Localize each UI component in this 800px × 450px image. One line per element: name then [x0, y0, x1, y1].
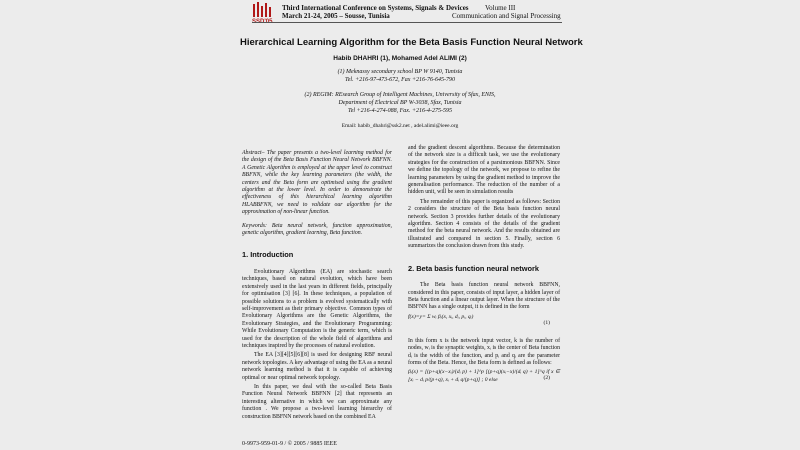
affiliation-2-line: (2) REGIM: REsearch Group of Intelligent Machines, University of Sfax, ENIS, [304, 92, 496, 98]
keywords: Keywords: Beta neural network, function approximation, genetic algorithm, gradient learning, Beta function. [242, 222, 392, 237]
conference-name: Third International Conference on Systems, Signals & Devices [282, 4, 469, 12]
volume-label: Volume III [485, 4, 516, 12]
equation-1-number: (1) [543, 319, 550, 326]
body-paragraph: In this form x is the network input vector, k is the number of nodes, wᵢ is the synaptic weights, xᵢ is the center of Beta function dᵢ is the width of the function, and pᵢ and qᵢ are the parameter forms of the Beta. Hence, the Beta form is defined as follows: [408, 337, 560, 366]
header-divider [252, 22, 562, 23]
equation-2 [408, 369, 560, 399]
affiliation-2 [240, 91, 560, 115]
section-2-heading: 2. Beta basis function neural network [408, 263, 540, 273]
intro-paragraph: Evolutionary Algorithms (EA) are stochastic search techniques, based on natural evolution, which have been extensively used in the last years in different fields, principally for optimisation [3] [6]. In these techniques, a population of possible solutions to a problem is evolved systematically with self-improvement as their primary objective. Common types of Evolutionary Algorithms are the Genetic Algorithms, the Evolutionary Strategies, and the Evolutionary Programming: While Evolutionary Computation is the generic term, which is used for the description of the whole field of algorithms and techniques inspired by the processes of natural evolution. [242, 268, 392, 349]
left-column [242, 150, 392, 423]
equation-2-expression: βᵢ(x) = [(p+q)(x−xᵢ)/(dᵢ p) + 1]^p [(p+q)(xᵢ−x)/(dᵢ q) + 1]^q if x ∈ [xᵢ − dᵢ p/(p+q), xᵢ + dᵢ q/(p+q)] ; 0 else [408, 369, 560, 383]
right-column [408, 145, 560, 399]
paper-authors: Habib DHAHRI (1), Mohamed Adel ALIMI (2) [333, 55, 467, 62]
equation-1 [408, 314, 560, 338]
category-label: Communication and Signal Processing [452, 12, 561, 20]
conference-date: March 21-24, 2005 – Sousse, Tunisia [282, 12, 390, 20]
affiliation-1-line: Tel. +216-97-473-672, Fax +216-76-645-790 [344, 77, 456, 83]
equation-2-number: (2) [543, 375, 550, 382]
affiliation-1 [240, 68, 560, 84]
section-1-heading: 1. Introduction [242, 250, 294, 260]
body-paragraph: The remainder of this paper is organized as follows: Section 2 considers the structure of the Beta basis function neural network. Section 3 provides further details of the evolutionary algorithm. Section 4 consists of the details of the gradient method for the beta neural network. And the results obtained are illustrated and compared in section 5. Finally, section 6 summarizes the conclusion drawn from this study. [408, 198, 560, 250]
equation-1-expression: f(x)=y= Σ wᵢ βᵢ(x, xᵢ, dᵢ, pᵢ, qᵢ) [408, 313, 474, 320]
paper-title: Hierarchical Learning Algorithm for the Beta Basis Function Neural Network [240, 37, 583, 48]
abstract: Abstract– The paper presents a two-level learning method for the design of the Beta Basis Function Neural Network BBFNN. A Genetic Algorithm is employed at the upper level to construct BBFNN, while the key learning parameters (the width, the centers and the Beta form are optimised using the gradient algorithm at the lower level. In order to demonstrate the effectiveness of this hierarchical learning algorithm HLABBFNN, we need to validate our algorithm for the approximation of non-linear function. [242, 150, 392, 216]
intro-paragraph: In this paper, we deal with the so-called Beta Basis Function Neural Network BBFNN [2] that represents an interesting alternative in which we can approximate any function . We propose a two-level learning hierarchy of construction BBFNN network based on the combined EA [242, 383, 392, 420]
author-email: Email: habib_dhahri@ssk2.net , adel.alimi@ieee.org [341, 123, 459, 129]
body-paragraph: The Beta basis function neural network BBFNN, considered in this paper, consists of input layer, a hidden layer of Beta function and a linear output layer. When the structure of the BBFNN has a single output, it is defined in the form [408, 282, 560, 311]
body-paragraph: and the gradient descent algorithms. Because the determination of the network size is a difficult task, we use the evolutionary strategies for the construction of a parsimonious BBFNN. Since we define the topology of the network, we propose to refine the learning parameters by using the gradient method to improve the generalisation performance. The reduction of the number of a hidden unit, will be seen in simulation results [408, 145, 560, 196]
conference-logo-icon [252, 2, 274, 18]
affiliation-2-line: Tel +216-4-274-088, Fax. +216-4-275-595 [347, 108, 453, 114]
copyright-footer: 0-9973-959-01-9 / © 2005 / 9885 IEEE [242, 441, 337, 447]
affiliation-1-line: (1) Meknassy secondary school BP W 9140, Tunisia [337, 69, 463, 75]
intro-paragraph: The EA [3][4][5][6][8] is used for designing RBF neural network topologies. A key advantage of using the EA as a neural network learning method is that it is capable of achieving optimal or near optimal network topology. [242, 352, 392, 381]
affiliation-2-line: Department of Electrical BP W-3038, Sfax, Tunisia [338, 100, 462, 106]
